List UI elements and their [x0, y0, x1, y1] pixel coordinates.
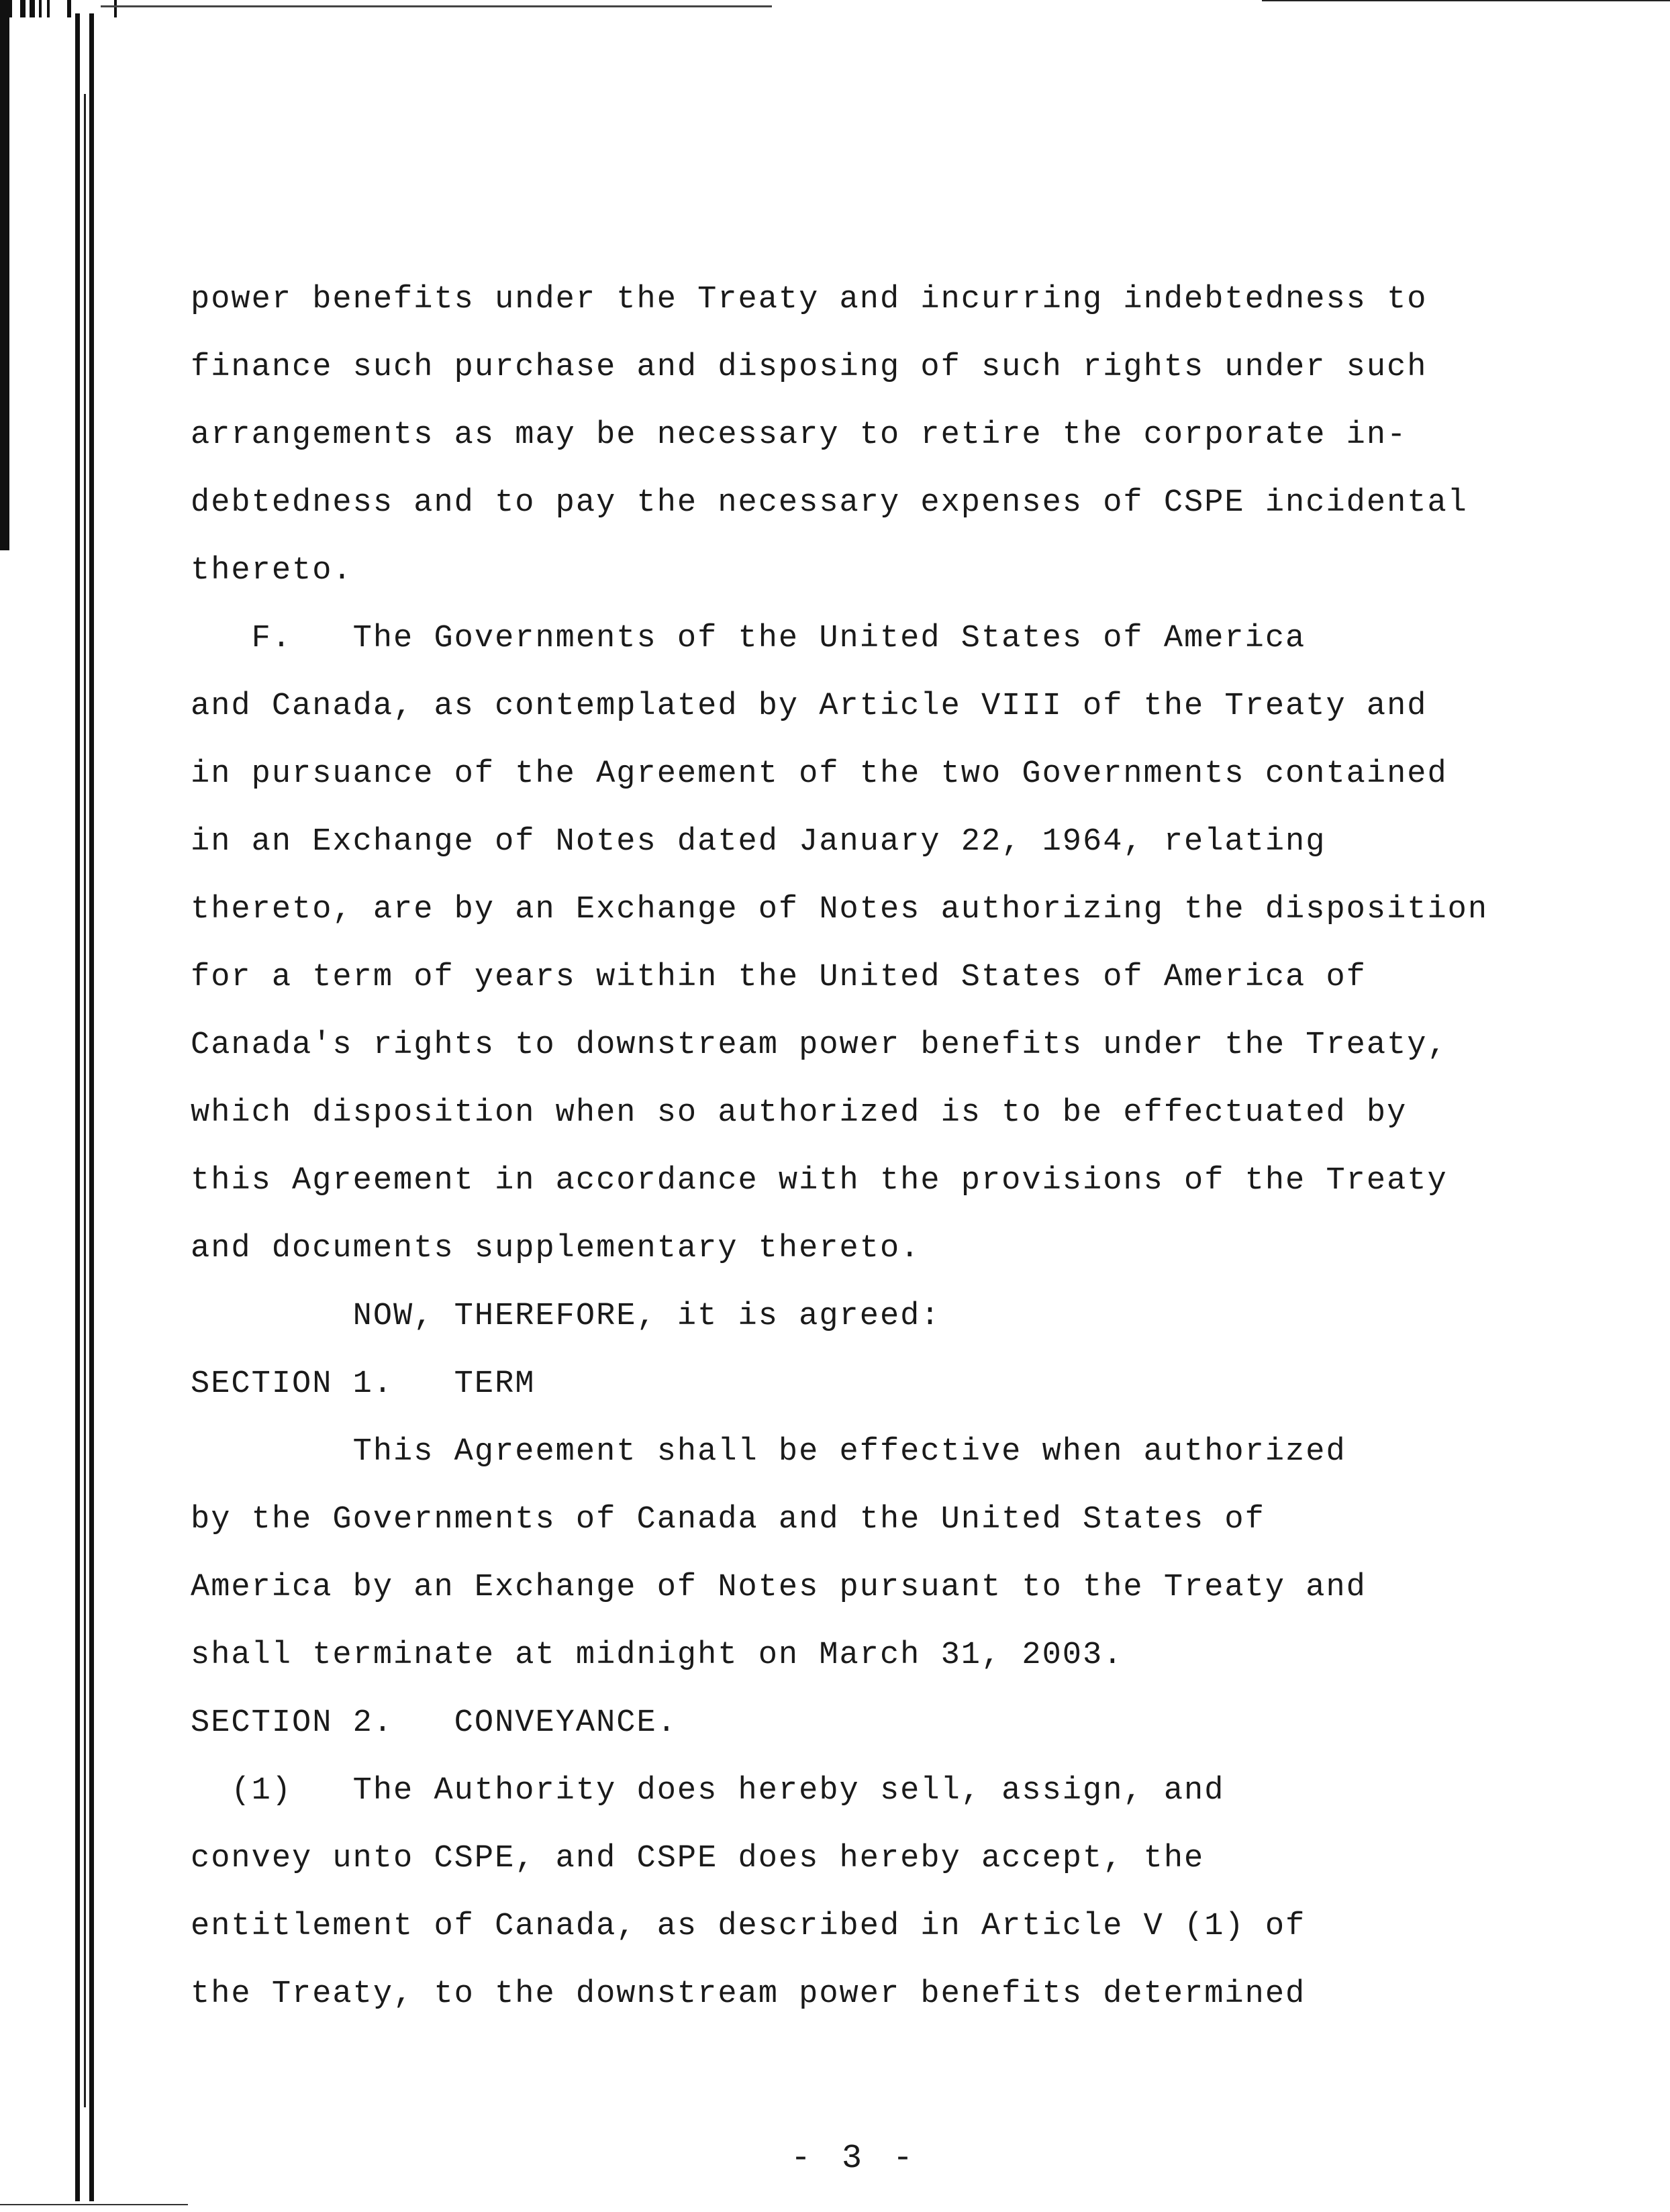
text-line: NOW, THEREFORE, it is agreed: [191, 1299, 941, 1334]
text-line: This Agreement shall be effective when authorized [191, 1434, 1346, 1470]
section-heading: SECTION 2. CONVEYANCE. [191, 1705, 677, 1741]
text-line: finance such purchase and disposing of such rights under such [191, 350, 1428, 385]
text-line: (1) The Authority does hereby sell, assign, and [191, 1773, 1225, 1809]
text-line: for a term of years within the United States of America of [191, 960, 1367, 995]
top-right-rule [1262, 0, 1670, 1]
text-line: shall terminate at midnight on March 31, 2003. [191, 1638, 1124, 1673]
text-line: F. The Governments of the United States of America [191, 621, 1306, 656]
bottom-rule [0, 2204, 188, 2205]
text-line: power benefits under the Treaty and incurring indebtedness to [191, 282, 1428, 317]
text-line: and Canada, as contemplated by Article VIII of the Treaty and [191, 689, 1428, 724]
text-line: the Treaty, to the downstream power benefits determined [191, 1976, 1306, 2012]
text-line: and documents supplementary thereto. [191, 1231, 921, 1266]
top-binding-marks [7, 0, 141, 17]
document-body [191, 282, 1533, 2012]
text-line: America by an Exchange of Notes pursuant to the Treaty and [191, 1570, 1367, 1605]
text-line: this Agreement in accordance with the provisions of the Treaty [191, 1163, 1448, 1199]
text-line: arrangements as may be necessary to retire the corporate in- [191, 417, 1408, 453]
text-line: which disposition when so authorized is to be effectuated by [191, 1095, 1408, 1131]
text-line: thereto. [191, 553, 353, 589]
text-line: debtedness and to pay the necessary expenses of CSPE incidental [191, 485, 1468, 521]
text-line: by the Governments of Canada and the United States of [191, 1502, 1265, 1538]
binding-rail [75, 13, 94, 2201]
section-heading: SECTION 1. TERM [191, 1366, 536, 1402]
text-line: convey unto CSPE, and CSPE does hereby accept, the [191, 1841, 1205, 1876]
page-number: - 3 - [791, 2140, 919, 2178]
binding-edge [0, 0, 9, 550]
text-line: Canada's rights to downstream power benefits under the Treaty, [191, 1027, 1448, 1063]
text-line: in an Exchange of Notes dated January 22, 1964, relating [191, 824, 1326, 860]
text-line: in pursuance of the Agreement of the two Governments contained [191, 756, 1448, 792]
text-line: entitlement of Canada, as described in Article V (1) of [191, 1909, 1306, 1944]
top-rule [101, 5, 772, 7]
text-line: thereto, are by an Exchange of Notes authorizing the disposition [191, 892, 1489, 927]
